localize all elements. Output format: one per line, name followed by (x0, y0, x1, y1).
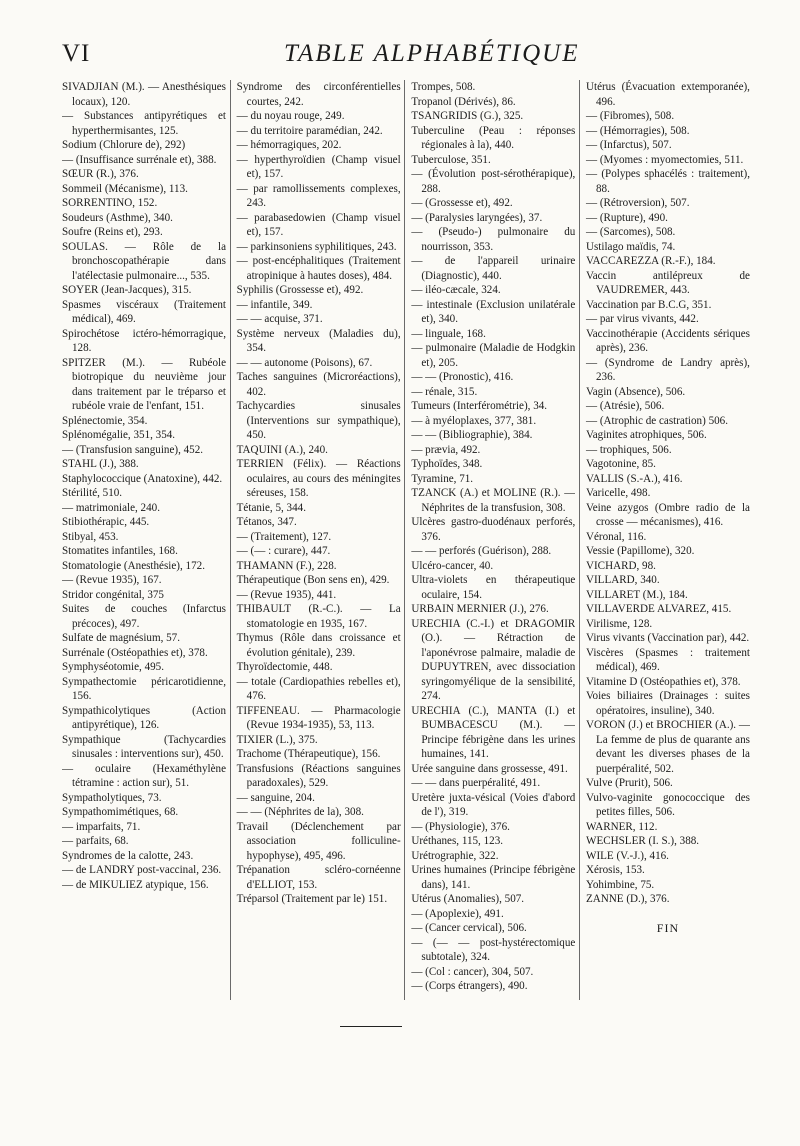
index-entry: — (Infarctus), 507. (585, 139, 672, 151)
index-entry: Ulcéro-cancer, 40. (411, 559, 494, 572)
index-entry: Typhoïdes, 348. (411, 458, 483, 470)
index-entry: Vaccin antilépreux de VAUDREMER, 443. (585, 269, 750, 296)
index-entry: Tétanie, 5, 344. (236, 501, 306, 514)
index-entry: Soufre (Reins et), 293. (62, 226, 163, 238)
index-entry: — (Rupture), 490. (585, 211, 668, 224)
index-entry: Ustilago maïdis, 74. (585, 240, 676, 253)
index-entry: Vaginites atrophiques, 506. (585, 429, 707, 441)
index-entry: — trophiques, 506. (585, 443, 672, 456)
index-entry: Veine azygos (Ombre radio de la crosse — mécanismes), 416. (585, 501, 750, 528)
index-entry: Thymus (Rôle dans croissance et évolution génitale), 239. (236, 632, 401, 659)
index-entry: — de LANDRY post-vaccinal, 236. (62, 864, 222, 876)
index-entry: — du noyau rouge, 249. (236, 110, 345, 122)
index-entry: — (Cancer cervical), 506. (411, 922, 527, 934)
index-entry: URECHIA (C.-I.) et DRAGOMIR (O.). — Rétraction de l'aponévrose palmaire, maladie de DUPUYTREN, avec dissociation syringomyélique de la sensibilité, 274. (411, 617, 576, 702)
index-entry: Sympathectomie péricarotidienne, 156. (62, 675, 226, 702)
index-entry: VICHARD, 98. (585, 559, 656, 572)
index-entry: Taches sanguines (Microréactions), 402. (236, 371, 401, 398)
index-entry: — (— : curare), 447. (236, 545, 331, 557)
index-entry: Sympathicolytiques (Action antipyrétique), 126. (62, 704, 226, 731)
index-entry: URECHIA (C.), MANTA (I.) et BUMBACESCU (M.). — Principe fébrigène dans les urines humaines, 141. (411, 704, 576, 760)
index-entry: — intestinale (Exclusion unilatérale et), 340. (411, 298, 576, 325)
index-entry: TZANCK (A.) et MOLINE (R.). — Néphrites de la transfusion, 308. (411, 487, 576, 514)
index-entry: Urétrographie, 322. (411, 849, 499, 862)
index-entry: — matrimoniale, 240. (62, 501, 160, 514)
index-entry: Vitamine D (Ostéopathies et), 378. (585, 675, 741, 688)
index-entry: Tumeurs (Interférométrie), 34. (411, 400, 548, 412)
index-entry: SPITZER (M.). — Rubéole biotropique du neuvième jour dans traitement par le tréparso et rubéole vraie de l'enfant, 151. (62, 356, 226, 412)
index-entry: — (Polypes sphacélés : traitement), 88. (585, 168, 750, 195)
index-entry: SOULAS. — Rôle de la bronchoscopathérapie dans l'atélectasie pulmonaire..., 535. (62, 240, 226, 282)
index-entry: — (Myomes : myomectomies, 511. (585, 153, 744, 166)
index-entry: — oculaire (Hexaméthylène tétramine : action sur), 51. (62, 762, 226, 789)
index-entry: — (Physiologie), 376. (411, 820, 510, 833)
index-entry: Tropanol (Dérivés), 86. (411, 95, 516, 108)
index-entry: Vulve (Prurit), 506. (585, 777, 673, 789)
index-entry: — (Pseudo-) pulmonaire du nourrisson, 353. (411, 226, 576, 253)
index-entry: Vagotonine, 85. (585, 458, 656, 470)
index-entry: VILLARET (M.), 184. (585, 588, 688, 601)
index-entry: Voies biliaires (Drainages : suites opératoires, insuline), 340. (585, 690, 750, 717)
index-entry: Spasmes viscéraux (Traitement médical), 469. (62, 298, 226, 325)
index-entry: Syndrome des circonférentielles courtes, 242. (236, 81, 401, 108)
index-entry: Sulfate de magnésium, 57. (62, 632, 181, 644)
index-entry: Xérosis, 153. (585, 864, 645, 876)
index-column-3 (404, 80, 575, 1000)
bottom-rule (340, 1026, 402, 1027)
index-entry: — (Revue 1935), 167. (62, 574, 162, 586)
index-entry: — linguale, 168. (411, 327, 486, 340)
index-entry: — (Rétroversion), 507. (585, 197, 690, 209)
index-entry: Transfusions (Réactions sanguines paradoxales), 529. (236, 762, 401, 789)
index-entry: — (Hémorragies), 508. (585, 124, 690, 137)
index-entry: Trompes, 508. (411, 81, 476, 93)
index-entry: — (Syndrome de Landry après), 236. (585, 356, 750, 383)
index-entry: — (Transfusion sanguine), 452. (62, 443, 204, 456)
index-entry: Syndromes de la calotte, 243. (62, 849, 194, 862)
index-entry: — — (Pronostic), 416. (411, 371, 514, 383)
index-entry: Splénomégalie, 351, 354. (62, 429, 176, 441)
index-entry: TAQUINI (A.), 240. (236, 443, 328, 456)
index-entry: — — (Néphrites de la), 308. (236, 806, 364, 818)
index-entry: VACCAREZZA (R.-F.), 184. (585, 255, 716, 267)
index-entry: Symphyséotomie, 495. (62, 661, 164, 673)
index-entry: — post-encéphalitiques (Traitement atropinique à hautes doses), 484. (236, 255, 401, 282)
index-entry: Soudeurs (Asthme), 340. (62, 211, 173, 224)
index-entry: Vaccinothérapie (Accidents sériques après), 236. (585, 327, 750, 354)
index-entry: VORON (J.) et BROCHIER (A.). — La femme de plus de quarante ans devant les diverses phases de la puerpéralité, 502. (585, 719, 750, 775)
index-entry: — (Insuffisance surrénale et), 388. (62, 153, 217, 166)
index-entry: Vulvo-vaginite gonococcique des petites filles, 506. (585, 791, 750, 818)
index-entry: — (Traitement), 127. (236, 530, 332, 543)
index-entry: Stérilité, 510. (62, 487, 123, 499)
index-entry: SIVADJIAN (M.). — Anesthésiques locaux), 120. (62, 81, 226, 108)
index-entry: — par virus vivants, 442. (585, 313, 699, 325)
index-columns (62, 80, 750, 1000)
index-entry: — (Apoplexie), 491. (411, 907, 504, 920)
index-entry: TIXIER (L.), 375. (236, 733, 318, 746)
index-entry: Travail (Déclenchement par association folliculine-hypophyse), 495, 496. (236, 820, 401, 862)
index-entry: — (— — post-hystérectomique subtotale), 324. (411, 936, 576, 963)
index-column-4 (579, 80, 750, 1000)
index-entry: WILE (V.-J.), 416. (585, 849, 669, 862)
index-entry: Tyramine, 71. (411, 472, 474, 485)
index-entry: — (Corps étrangers), 490. (411, 980, 528, 992)
index-entry: Urée sanguine dans grossesse, 491. (411, 762, 568, 775)
index-entry: — de MIKULIEZ atypique, 156. (62, 878, 209, 891)
index-entry: Varicelle, 498. (585, 487, 651, 499)
index-entry: — (Fibromes), 508. (585, 110, 675, 122)
index-entry: ZANNE (D.), 376. (585, 893, 670, 905)
index-entry: Syphilis (Grossesse et), 492. (236, 284, 364, 296)
index-entry: Sodium (Chlorure de), 292) (62, 139, 186, 151)
index-entry: — (Sarcomes), 508. (585, 226, 676, 238)
index-column-2 (230, 80, 401, 1000)
index-entry: — — acquise, 371. (236, 313, 323, 325)
index-entry: THIBAULT (R.-C.). — La stomatologie en 1935, 167. (236, 603, 401, 630)
index-entry: Utérus (Anomalies), 507. (411, 893, 525, 905)
index-entry: — rénale, 315. (411, 385, 478, 398)
index-entry: Spirochétose ictéro-hémorragique, 128. (62, 327, 226, 354)
index-entry: — prævia, 492. (411, 443, 481, 456)
index-entry: Uréthanes, 115, 123. (411, 835, 504, 847)
index-entry: Tétanos, 347. (236, 516, 297, 528)
index-entry: — de l'appareil urinaire (Diagnostic), 440. (411, 255, 576, 282)
index-entry: TERRIEN (Félix). — Réactions oculaires, au cours des méningites séreuses, 158. (236, 458, 401, 499)
index-entry: — parkinsoniens syphilitiques, 243. (236, 240, 397, 253)
index-entry: SORRENTINO, 152. (62, 197, 158, 209)
index-entry: WARNER, 112. (585, 820, 658, 833)
index-entry: Vaccination par B.C.G, 351. (585, 298, 712, 311)
index-column-4-entries (586, 80, 750, 907)
index-entry: VILLAVERDE ALVAREZ, 415. (585, 603, 732, 615)
index-entry: — parabasedowien (Champ visuel et), 157. (236, 211, 401, 238)
page-title: TABLE ALPHABÉTIQUE (284, 40, 580, 67)
index-entry: — (Grossesse et), 492. (411, 197, 513, 209)
index-entry: Stibiothérapic, 445. (62, 516, 150, 528)
index-entry: WECHSLER (I. S.), 388. (585, 835, 700, 847)
index-entry: — sanguine, 204. (236, 791, 315, 804)
index-entry: — — autonome (Poisons), 67. (236, 356, 373, 369)
index-entry: — hémorragiques, 202. (236, 139, 342, 151)
index-entry: — (Atrésie), 506. (585, 400, 665, 412)
index-entry: Surrénale (Ostéopathies et), 378. (62, 646, 208, 659)
index-entry: Stibyal, 453. (62, 530, 119, 543)
index-entry: Staphylococcique (Anatoxine), 442. (62, 472, 223, 485)
index-entry: — totale (Cardiopathies rebelles et), 476. (236, 675, 401, 702)
index-entry: TIFFENEAU. — Pharmacologie (Revue 1934-1935), 53, 113. (236, 704, 401, 731)
index-entry: — iléo-cæcale, 324. (411, 284, 501, 296)
end-marker: FIN (656, 920, 680, 935)
index-entry: Vessie (Papillome), 320. (585, 545, 695, 557)
index-entry: Thérapeutique (Bon sens en), 429. (236, 574, 390, 586)
index-entry: Vagin (Absence), 506. (585, 385, 686, 398)
index-entry: — imparfaits, 71. (62, 820, 141, 833)
index-entry: Système nerveux (Maladies du), 354. (236, 327, 401, 354)
index-entry: — infantile, 349. (236, 298, 313, 311)
index-entry: Ulcères gastro-duodénaux perforés, 376. (411, 516, 576, 543)
index-entry: — — perforés (Guérison), 288. (411, 545, 552, 557)
index-entry: — Substances antipyrétiques et hyperthermisantes, 125. (62, 110, 226, 137)
index-entry: Splénectomie, 354. (62, 414, 148, 427)
index-entry: Stomatites infantiles, 168. (62, 545, 178, 557)
index-entry: Tachycardies sinusales (Interventions sur sympathique), 450. (236, 400, 401, 441)
index-entry: — hyperthyroïdien (Champ visuel et), 157. (236, 153, 401, 180)
index-entry: Ultra-violets en thérapeutique oculaire, 154. (411, 574, 576, 601)
index-entry: Viscères (Spasmes : traitement médical), 469. (585, 646, 750, 673)
index-entry: Stridor congénital, 375 (62, 588, 164, 601)
index-entry: Suites de couches (Infarctus précoces), 497. (62, 603, 226, 630)
index-entry: VILLARD, 340. (585, 574, 660, 586)
index-entry: Trépanation scléro-cornéenne d'ELLIOT, 153. (236, 864, 401, 891)
index-entry: SŒUR (R.), 376. (62, 168, 139, 180)
index-entry: — parfaits, 68. (62, 835, 129, 847)
index-column-1 (62, 80, 226, 1000)
index-entry: Stomatologie (Anesthésie), 172. (62, 559, 205, 572)
index-entry: Yohimbine, 75. (585, 878, 655, 891)
index-entry: Sommeil (Mécanisme), 113. (62, 182, 188, 195)
index-entry: STAHL (J.), 388. (62, 458, 139, 470)
index-entry: Véronal, 116. (585, 530, 647, 543)
index-entry: Uretère juxta-vésical (Voies d'abord de l'), 319. (411, 791, 576, 818)
index-entry: TSANGRIDIS (G.), 325. (411, 110, 524, 122)
index-entry: — (Évolution post-sérothérapique), 288. (411, 168, 576, 195)
index-entry: — — dans puerpéralité, 491. (411, 777, 541, 789)
index-entry: — (Col : cancer), 304, 507. (411, 965, 534, 978)
index-entry: — (Revue 1935), 441. (236, 588, 337, 601)
page-number: VI (62, 40, 91, 67)
index-entry: Virus vivants (Vaccination par), 442. (585, 632, 750, 644)
index-entry: Sympathomimétiques, 68. (62, 806, 179, 818)
index-entry: SOYER (Jean-Jacques), 315. (62, 284, 192, 296)
index-entry: — par ramollissements complexes, 243. (236, 182, 401, 209)
index-entry: — à myéloplaxes, 377, 381. (411, 414, 537, 427)
index-entry: Virilisme, 128. (585, 617, 653, 630)
index-entry: THAMANN (F.), 228. (236, 559, 337, 572)
index-entry: Tuberculose, 351. (411, 153, 491, 166)
index-entry: Sympathique (Tachycardies sinusales : interventions sur), 450. (62, 733, 226, 760)
index-entry: Thyroïdectomie, 448. (236, 661, 333, 673)
index-entry: Trachome (Thérapeutique), 156. (236, 748, 381, 760)
index-entry: Tuberculine (Peau : réponses régionales à la), 440. (411, 124, 576, 151)
index-entry: — — (Bibliographie), 384. (411, 429, 533, 441)
index-entry: Urines humaines (Principe fébrigène dans), 141. (411, 864, 576, 891)
index-entry: Sympatholytiques, 73. (62, 791, 162, 804)
index-entry: — (Atrophic de castration) 506. (585, 414, 728, 427)
index-entry: — du territoire paramédian, 242. (236, 124, 383, 137)
index-entry: — pulmonaire (Maladie de Hodgkin et), 205. (411, 342, 576, 369)
index-entry: VALLIS (S.-A.), 416. (585, 472, 683, 485)
index-entry: — (Paralysies laryngées), 37. (411, 211, 543, 224)
index-entry: URBAIN MERNIER (J.), 276. (411, 603, 549, 615)
index-entry: Tréparsol (Traitement par le) 151. (236, 893, 388, 905)
index-entry: Utérus (Évacuation extemporanée), 496. (585, 81, 750, 108)
